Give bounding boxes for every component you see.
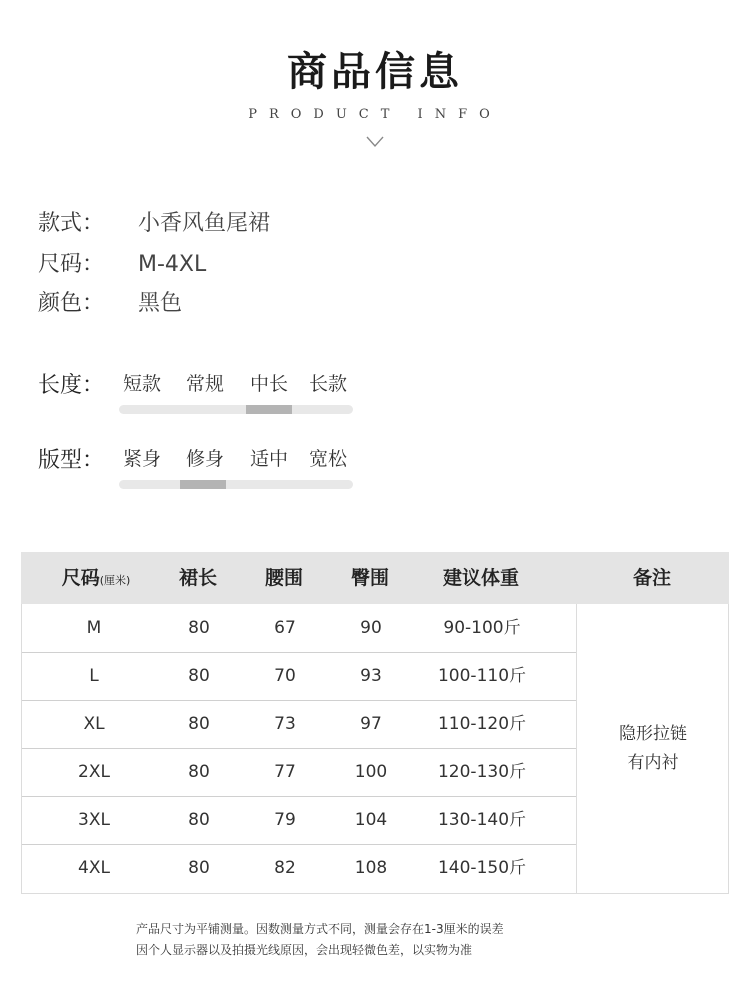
- table-header: [21, 552, 729, 604]
- cell-hip: 97: [360, 714, 382, 734]
- cell-skirt-length: 80: [188, 762, 210, 782]
- length-label: 长度：: [38, 373, 105, 398]
- table-row: [22, 796, 576, 845]
- cell-skirt-length: 80: [188, 714, 210, 734]
- col-header-hip: 臀围: [350, 567, 389, 589]
- col-header-size-unit: (厘米): [99, 574, 131, 587]
- fit-scale-indicator: [180, 480, 226, 489]
- fit-option: 修身: [186, 448, 225, 470]
- length-scale-bar: [119, 405, 353, 414]
- note-line: 有内衬: [627, 753, 679, 773]
- cell-weight: 90-100斤: [443, 618, 521, 638]
- length-option: 常规: [186, 373, 225, 395]
- cell-skirt-length: 80: [188, 858, 210, 878]
- cell-hip: 93: [360, 666, 382, 686]
- cell-size: XL: [83, 714, 105, 734]
- table-row: [22, 604, 576, 653]
- length-option: 短款: [123, 373, 162, 395]
- cell-size: 3XL: [78, 810, 110, 830]
- length-option: 中长: [250, 373, 289, 395]
- info-value: M-4XL: [138, 252, 207, 277]
- col-header-size-label: 尺码: [61, 567, 100, 589]
- table-row: [22, 700, 576, 749]
- info-label: 款式：: [38, 211, 105, 236]
- cell-waist: 70: [274, 666, 296, 686]
- info-value: 小香风鱼尾裙: [138, 211, 271, 236]
- cell-hip: 104: [354, 810, 388, 830]
- cell-skirt-length: 80: [188, 618, 210, 638]
- cell-weight: 120-130斤: [437, 762, 527, 782]
- size-table: [21, 552, 729, 894]
- info-label: 颜色：: [38, 291, 105, 316]
- cell-skirt-length: 80: [188, 810, 210, 830]
- cell-weight: 130-140斤: [437, 810, 527, 830]
- table-row: [22, 748, 576, 797]
- info-value: 黑色: [138, 291, 183, 316]
- footer-note-measurement: 产品尺寸为平铺测量。因数测量方式不同，测量会存在1-3厘米的误差: [136, 922, 504, 936]
- cell-weight: 140-150斤: [437, 858, 527, 878]
- fit-option: 紧身: [123, 448, 162, 470]
- page-title: 商品信息: [287, 49, 463, 95]
- note-cell: [577, 604, 729, 894]
- fit-label: 版型：: [38, 448, 105, 473]
- fit-scale-bar: [119, 480, 353, 489]
- col-header-note: 备注: [632, 567, 671, 589]
- page-subtitle: PRODUCT INFO: [248, 107, 502, 122]
- cell-weight: 110-120斤: [437, 714, 527, 734]
- cell-hip: 90: [360, 618, 382, 638]
- table-row: [22, 844, 576, 892]
- cell-waist: 82: [274, 858, 296, 878]
- cell-hip: 108: [354, 858, 388, 878]
- col-header-size: [21, 552, 171, 604]
- cell-size: 4XL: [78, 858, 110, 878]
- footer-note-color: 因个人显示器以及拍摄光线原因，会出现轻微色差，以实物为准: [136, 943, 473, 957]
- table-row: [22, 652, 576, 701]
- cell-size: M: [86, 618, 102, 638]
- length-scale-indicator: [246, 405, 292, 414]
- col-header-skirt-length: 裙长: [178, 567, 217, 589]
- info-label: 尺码：: [38, 252, 105, 277]
- cell-weight: 100-110斤: [437, 666, 527, 686]
- fit-option: 宽松: [309, 448, 348, 470]
- note-line: 隐形拉链: [619, 724, 687, 744]
- col-header-weight: 建议体重: [442, 567, 519, 589]
- col-header-waist: 腰围: [264, 567, 303, 589]
- fit-option: 适中: [250, 448, 289, 470]
- cell-size: L: [89, 666, 99, 686]
- info-row-size: [38, 247, 206, 278]
- cell-size: 2XL: [78, 762, 110, 782]
- cell-skirt-length: 80: [188, 666, 210, 686]
- cell-waist: 67: [274, 618, 296, 638]
- cell-waist: 79: [274, 810, 296, 830]
- cell-waist: 73: [274, 714, 296, 734]
- info-row-color: [38, 286, 182, 317]
- cell-hip: 100: [354, 762, 388, 782]
- length-option: 长款: [309, 373, 348, 395]
- chevron-down-icon: [365, 134, 385, 150]
- table-body: [21, 604, 729, 894]
- info-row-style: [38, 206, 270, 237]
- cell-waist: 77: [274, 762, 296, 782]
